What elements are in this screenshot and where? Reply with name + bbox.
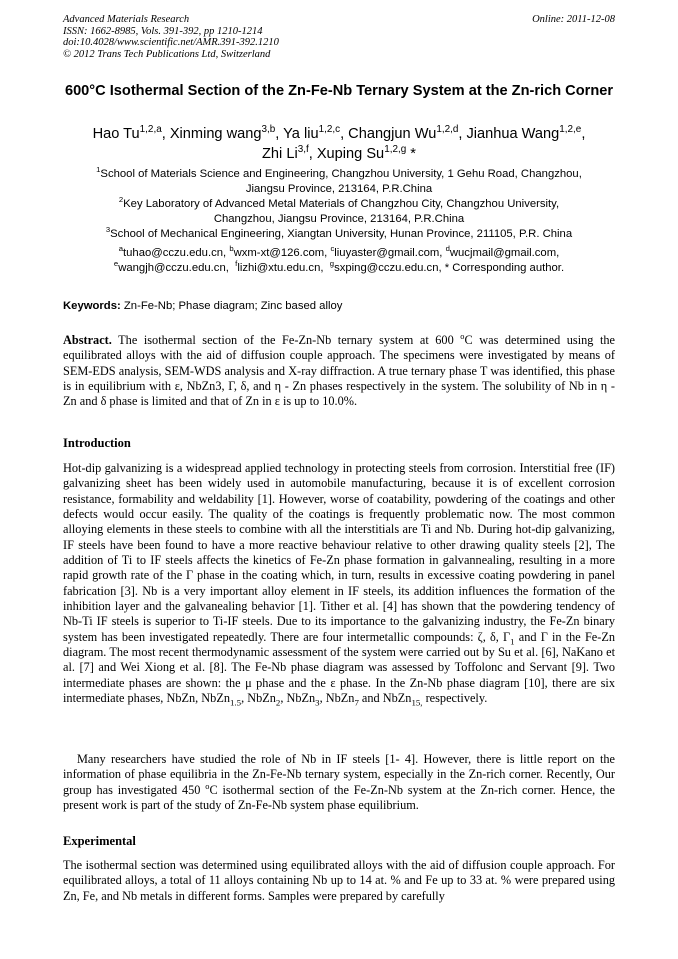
- author: Ya liu$^{1,2,c}$,: [283, 124, 349, 142]
- journal-name: Advanced Materials Research: [63, 14, 190, 25]
- email-link[interactable]: $^d$wucjmail@gmail.com,: [445, 244, 560, 259]
- corresponding-note: * Corresponding author.: [444, 262, 565, 275]
- issn-line: ISSN: 1662-8985, Vols. 391-392, pp 1210-1214: [63, 25, 263, 37]
- affiliation-1-cont: Jiangsu Province, 213164, P.R.China: [245, 183, 433, 195]
- journal-header: [63, 14, 279, 60]
- email-link[interactable]: $^a$tuhao@cczu.edu.cn,: [118, 244, 227, 259]
- email-link[interactable]: $^g$sxping@cczu.edu.cn,: [329, 259, 442, 275]
- section-heading-experimental: Experimental: [63, 834, 136, 848]
- author: Xuping Su$^{1,2,g}$ *: [316, 144, 416, 162]
- affiliation-2: $^2$Key Laboratory of Advanced Metal Materials of Changzhou City, Changzhou University,: [118, 195, 560, 210]
- affiliation-3: $^3$School of Mechanical Engineering, Xiangtan University, Hunan Province, 211105, P.R. China: [105, 225, 573, 240]
- author: Changjun Wu$^{1,2,d}$,: [348, 124, 467, 142]
- abstract: Abstract. The isothermal section of the Fe-Zn-Nb ternary system at 600 $^o$C was determined using the equilibrated alloys with the aid of diffusion couple approach. The specimens were investigated by means of SEM-EDS analysis, SEM-WDS analysis and X-ray diffraction. A true ternary phase T was identified, this phase is in equilibrium with ε, NbZn3, Γ, δ, and η - Zn phases respectively in the system. The solubility of Nb in η - Zn and δ phase is limited and that of Zn in ε is up to 10.0%.: [63, 331, 615, 409]
- author: Jianhua Wang$^{1,2,e}$,: [466, 124, 586, 142]
- copyright-line: © 2012 Trans Tech Publications Ltd, Switzerland: [63, 48, 271, 60]
- introduction-paragraph-2: Many researchers have studied the role of Nb in IF steels [1- 4]. However, there is little report on the information of phase equilibria in the Zn-Fe-Nb ternary system, especially in the Zn-rich corner. Recently, Our group has investigated 450 $^o$C isothermal section of the Fe-Zn-Nb system at the Zn-rich corner. Hence, the present work is part of the study of Zn-Fe-Nb system phase equilibrium.: [63, 752, 615, 813]
- email-link[interactable]: $^f$lizhi@xtu.edu.cn,: [235, 259, 324, 275]
- email-link[interactable]: $^c$liuyaster@gmail.com,: [330, 244, 443, 259]
- section-heading-introduction: Introduction: [63, 436, 131, 450]
- author: Zhi Li$^{3,f}$,: [262, 144, 317, 162]
- email-link[interactable]: $^e$wangjh@cczu.edu.cn,: [113, 259, 229, 275]
- doi-line: doi:10.4028/www.scientific.net/AMR.391-392.1210: [63, 37, 279, 48]
- online-date: Online: 2011-12-08: [532, 14, 615, 25]
- affiliation-1: $^1$School of Materials Science and Engineering, Changzhou University, 1 Gehu Road, Changzhou,: [96, 165, 582, 180]
- abstract-label: Abstract.: [63, 333, 112, 347]
- paper-title: 600°C Isothermal Section of the Zn-Fe-Nb Ternary System at the Zn-rich Corner: [64, 83, 614, 99]
- author: Xinming wang$^{3,b}$,: [169, 124, 284, 142]
- keywords: [63, 299, 615, 314]
- affiliation-2-cont: Changzhou, Jiangsu Province, 213164, P.R.China: [213, 213, 465, 225]
- keywords-label: Keywords:: [63, 300, 121, 312]
- introduction-paragraph-1: Hot-dip galvanizing is a widespread applied technology in protecting steels from corrosion. Interstitial free (IF) galvanizing sheet has been widely used in automobile manufacturing, because it is of excellent corrosion resistance, formability and weldability [1]. However, worse of coatability, powdering of the coatings and other defects would occur easily. The quality of the coatings is frequently problematic now. The most common alloying elements in these steels to combine with all the interstitials are Ti and Nb. During hot-dip galvanizing, IF steels have been found to have a more reactive behaviour relative to other drawing quality steels [2], The addition of Ti to IF steels affects the kinetics of Fe-Zn phase formation in galvannealing, resulting in a more rapid growth rate of the Γ phase in the coating which, in turn, results in excessive coating powdering in panel fabrication [3]. Nb is a very important alloy element in IF steels, its addition influences the formation of the inhibition layer and the galvanealing behavior [1]. Tither et al. [4] has shown that the powdering tendency of Nb-Ti IF steels is superior to Ti-IF steels. Due to its importance to the galvanizing industry, the Fe-Zn binary system has been investigated repeatedly. There are four intermetallic compounds: ζ, δ, $\Gamma_1$ and Γ in the Fe-Zn diagram. The most recent thermodynamic assessment of the system were carried out by Su et al. [6], NaKano et al. [7] and Wei Xiong et al. [8]. The Fe-Nb phase diagram was assessed by Toffolonc and Servant [9]. Two intermediate phases are shown: the μ phase and the ε phase. In the Zn-Nb phase diagram [10], there are six intermediate phases, NbZn, NbZn$_{1.5}$, NbZn$_2$, NbZn$_3$, NbZn$_7$ and NbZn$_{15,}$ respectively.: [63, 461, 615, 708]
- keywords-text: Zn-Fe-Nb; Phase diagram; Zinc based alloy: [120, 300, 343, 312]
- author: Hao Tu$^{1,2,a}$,: [92, 124, 170, 142]
- author-list: [40, 124, 638, 164]
- experimental-paragraph-1: The isothermal section was determined using equilibrated alloys with the aid of diffusion couple approach. For equilibrated alloys, a total of 11 alloys containing Nb up to 14 at. % and Fe up to 33 at. % were prepared using Zn, Fe, and Nb metals in different forms. Samples were prepared by carefully: [63, 858, 615, 903]
- email-link[interactable]: $^b$wxm-xt@126.com,: [229, 244, 328, 259]
- affiliations: [40, 167, 638, 242]
- email-list: [40, 246, 638, 277]
